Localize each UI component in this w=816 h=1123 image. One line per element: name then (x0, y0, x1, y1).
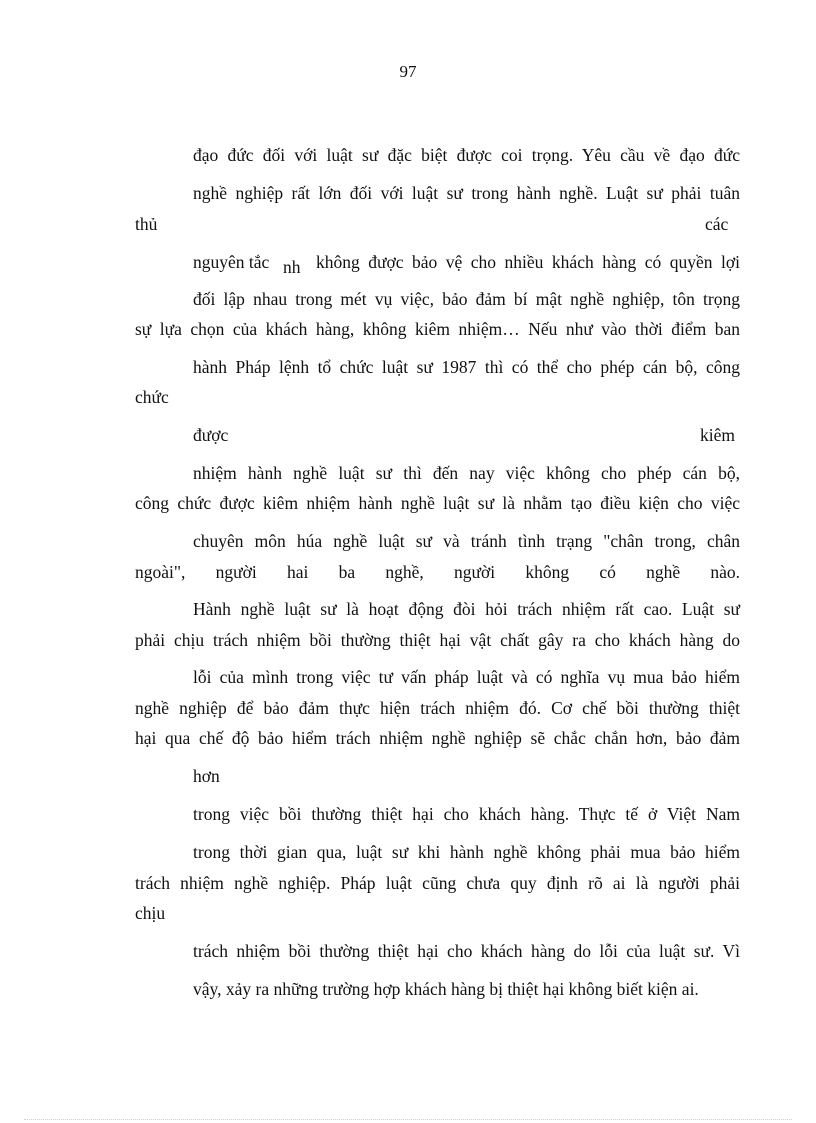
text-line: Hành nghề luật sư là hoạt động đòi hỏi trách nhiệm rất cao. Luật sư (193, 599, 740, 619)
text-line: nghề nghiệp để bảo đảm thực hiện trách nhiệm đó. Cơ chế bồi thường thiệt (135, 698, 740, 718)
text-line: được (193, 425, 229, 445)
text-line: đạo đức đối với luật sư đặc biệt được coi trọng. Yêu cầu về đạo đức (193, 145, 740, 165)
text-line: trong việc bồi thường thiệt hại cho khách hàng. Thực tế ở Việt Nam (193, 804, 740, 824)
text-line: chịu (135, 903, 166, 923)
text-line: các (705, 214, 729, 234)
text-line: nguyên tắc (193, 252, 270, 272)
page-number: 97 (399, 62, 417, 81)
text-line: phải chịu trách nhiệm bồi thường thiệt hại vật chất gây ra cho khách hàng do (135, 630, 740, 650)
text-line: nghề nghiệp rất lớn đối với luật sư trong hành nghề. Luật sư phải tuân (193, 183, 740, 203)
text-line: lỗi của mình trong việc tư vấn pháp luật và có nghĩa vụ mua bảo hiểm (193, 667, 740, 687)
stray-fragment: nh (283, 257, 301, 277)
text-line: kiêm (700, 425, 735, 445)
text-line: không được bảo vệ cho nhiều khách hàng có quyền lợi (316, 252, 740, 272)
text-line: công chức được kiêm nhiệm hành nghề luật sư là nhằm tạo điều kiện cho việc (135, 493, 740, 513)
text-line: trong thời gian qua, luật sư khi hành nghề không phải mua bảo hiểm (193, 842, 740, 862)
text-line: sự lựa chọn của khách hàng, không kiêm nhiệm… Nếu như vào thời điểm ban (135, 319, 740, 339)
page-bottom-border (24, 1119, 792, 1120)
text-line: hành Pháp lệnh tổ chức luật sư 1987 thì có thể cho phép cán bộ, công (193, 357, 740, 377)
text-line: ngoài", người hai ba nghề, người không có nghề nào. (135, 562, 740, 582)
text-line: trách nhiệm nghề nghiệp. Pháp luật cũng chưa quy định rõ ai là người phải (135, 873, 740, 893)
text-line: hơn (193, 766, 220, 786)
text-line: trách nhiệm bồi thường thiệt hại cho khách hàng do lỗi của luật sư. Vì (193, 941, 740, 961)
text-line: nhiệm hành nghề luật sư thì đến nay việc không cho phép cán bộ, (193, 463, 740, 483)
text-line: đối lập nhau trong mét vụ việc, bảo đảm bí mật nghề nghiệp, tôn trọng (193, 289, 740, 309)
text-line: vậy, xảy ra những trường hợp khách hàng bị thiệt hại không biết kiện ai. (193, 979, 699, 999)
text-line: thủ (135, 214, 158, 234)
text-line: chuyên môn húa nghề luật sư và tránh tình trạng "chân trong, chân (193, 531, 740, 551)
text-line: chức (135, 387, 169, 407)
text-line: hại qua chế độ bảo hiểm trách nhiệm nghề nghiệp sẽ chắc chắn hơn, bảo đảm (135, 728, 740, 748)
